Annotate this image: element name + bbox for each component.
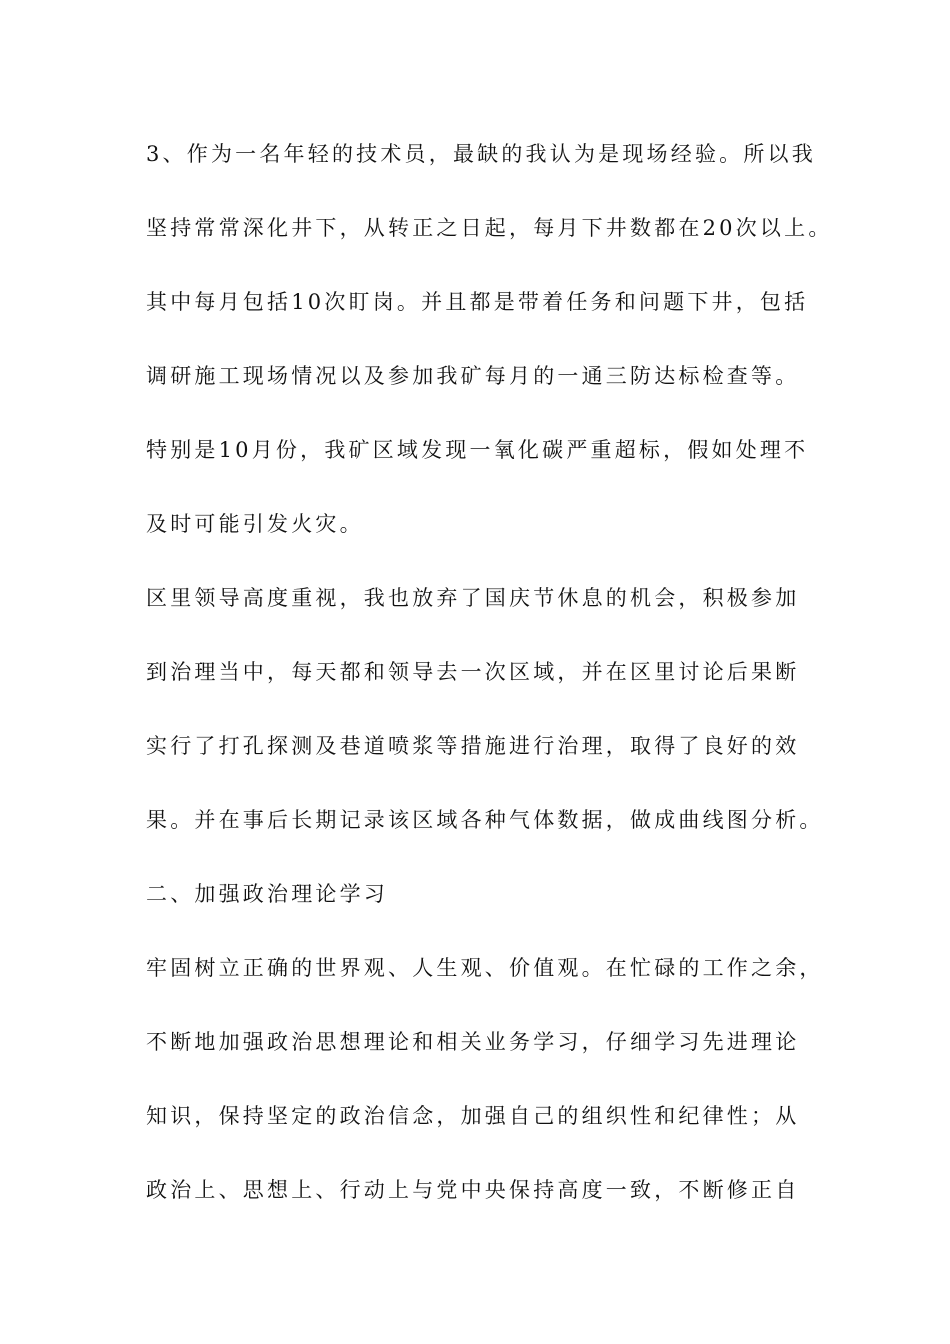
text-line: 不断地加强政治思想理论和相关业务学习，仔细学习先进理论 <box>146 1030 800 1054</box>
text-line: 及时可能引发火灾。 <box>146 512 364 536</box>
text-line: 坚持常常深化井下，从转正之日起，每月下井数都在20次以上。 <box>146 216 833 240</box>
text-line: 牢固树立正确的世界观、人生观、价值观。在忙碌的工作之余， <box>146 956 824 980</box>
section-heading: 二、加强政治理论学习 <box>146 882 388 906</box>
text-line: 政治上、思想上、行动上与党中央保持高度一致，不断修正自 <box>146 1178 800 1202</box>
text-line: 实行了打孔探测及巷道喷浆等措施进行治理，取得了良好的效 <box>146 734 800 758</box>
text-line: 区里领导高度重视，我也放弃了国庆节休息的机会，积极参加 <box>146 586 800 610</box>
text-line: 到治理当中，每天都和领导去一次区域，并在区里讨论后果断 <box>146 660 800 684</box>
text-line: 调研施工现场情况以及参加我矿每月的一通三防达标检查等。 <box>146 364 800 388</box>
document-body <box>146 132 833 1242</box>
text-line: 果。并在事后长期记录该区域各种气体数据，做成曲线图分析。 <box>146 808 824 832</box>
text-line: 其中每月包括10次盯岗。并且都是带着任务和问题下井，包括 <box>146 290 809 314</box>
text-line: 特别是10月份，我矿区域发现一氧化碳严重超标，假如处理不 <box>146 438 809 462</box>
text-line: 3、作为一名年轻的技术员，最缺的我认为是现场经验。所以我 <box>146 142 816 166</box>
text-line: 知识，保持坚定的政治信念，加强自己的组织性和纪律性；从 <box>146 1104 800 1128</box>
